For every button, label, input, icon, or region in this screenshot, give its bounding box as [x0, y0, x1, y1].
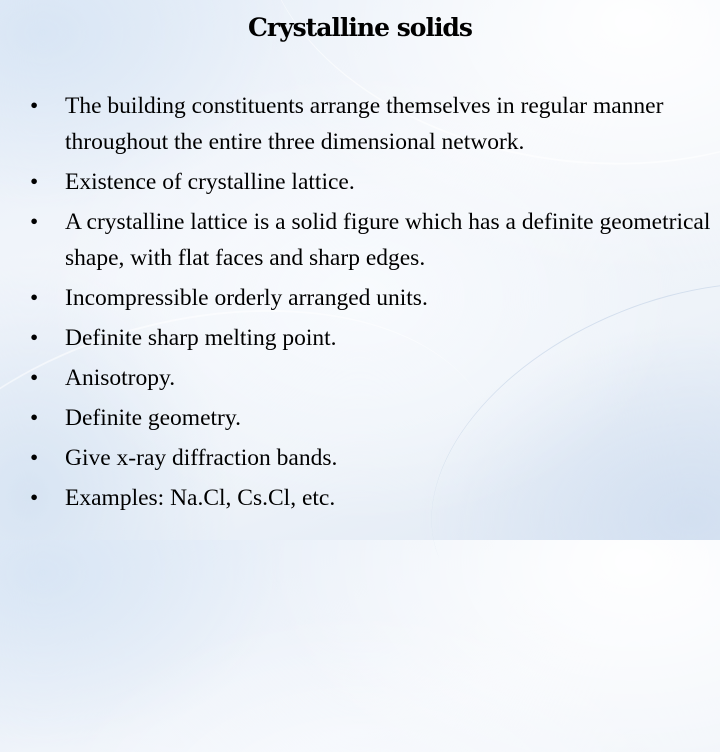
- bullet-icon: •: [30, 209, 39, 235]
- bullet-item: [30, 400, 715, 436]
- bullet-icon: •: [30, 285, 39, 311]
- bullet-text: Existence of crystalline lattice.: [65, 169, 355, 195]
- bullet-icon: •: [30, 93, 39, 119]
- bullet-item: [30, 280, 715, 316]
- bullet-text: Give x-ray diffraction bands.: [65, 445, 338, 471]
- bullet-item: [30, 164, 715, 200]
- bullet-icon: •: [30, 169, 39, 195]
- bullet-icon: •: [30, 365, 39, 391]
- slide-title: Crystalline solids: [248, 13, 472, 42]
- bullet-text: Definite sharp melting point.: [65, 325, 337, 351]
- bullet-text: A crystalline lattice is a solid figure which has a definite geometrical shape, with flat faces and sharp edges.: [65, 209, 711, 271]
- bullet-icon: •: [30, 445, 39, 471]
- bullet-list: [30, 88, 715, 520]
- bullet-icon: •: [30, 405, 39, 431]
- bullet-item: [30, 320, 715, 356]
- bullet-item: [30, 440, 715, 476]
- bullet-icon: •: [30, 485, 39, 511]
- bullet-text: Incompressible orderly arranged units.: [65, 285, 428, 311]
- bullet-item: [30, 204, 715, 276]
- bullet-item: [30, 360, 715, 396]
- bullet-item: [30, 88, 715, 160]
- bullet-text: Anisotropy.: [65, 365, 176, 391]
- bullet-text: The building constituents arrange themselves in regular manner throughout the entire three dimensional network.: [65, 93, 664, 155]
- bullet-text: Definite geometry.: [65, 405, 241, 431]
- bullet-icon: •: [30, 325, 39, 351]
- bullet-item: [30, 480, 715, 516]
- bullet-text: Examples: Na.Cl, Cs.Cl, etc.: [65, 485, 336, 511]
